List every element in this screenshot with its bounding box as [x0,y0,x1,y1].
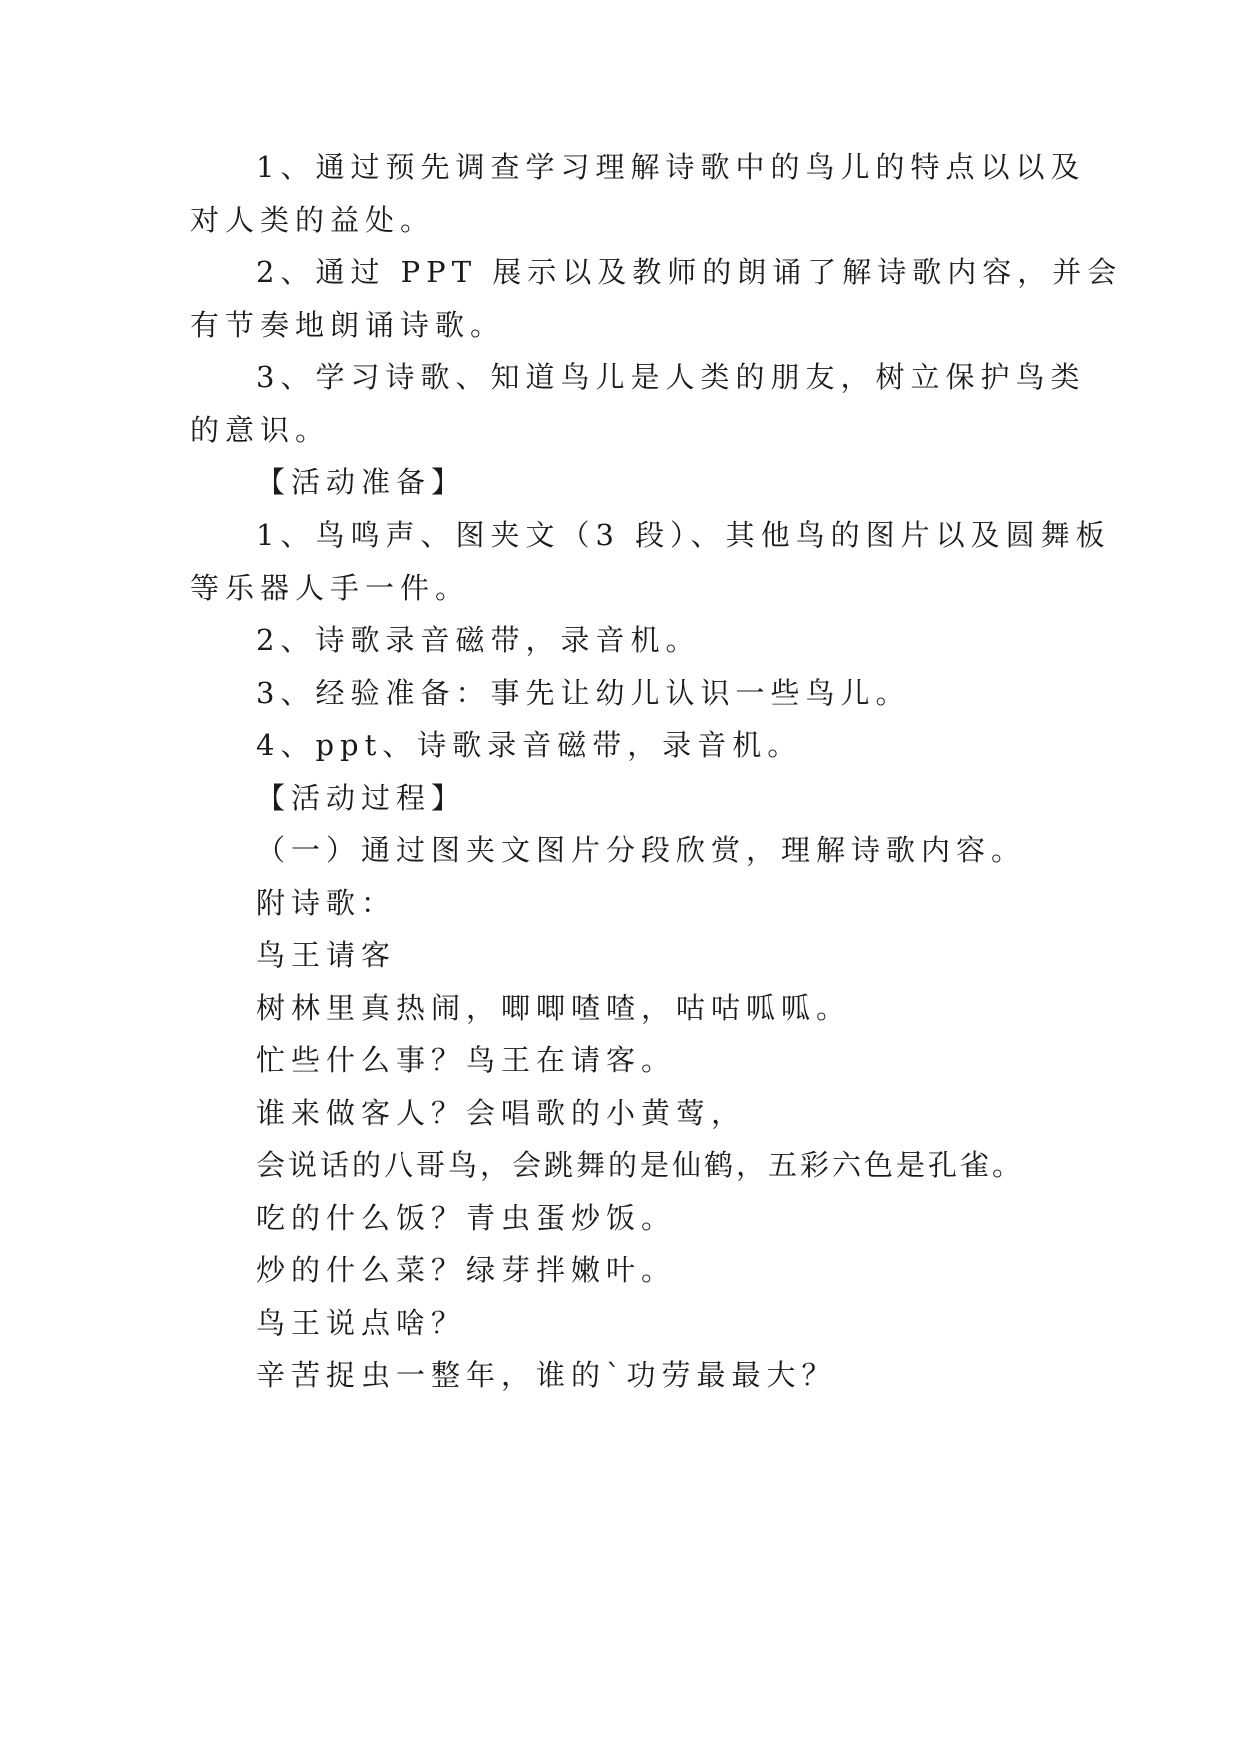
objective-3-line-1: 3、学习诗歌、知道鸟儿是人类的朋友，树立保护鸟类 [256,360,1086,394]
poem-line: 树林里真热闹，唧唧喳喳，咕咕呱呱。 [256,991,852,1025]
poem-title: 鸟王请客 [256,938,397,972]
poem-intro: 附诗歌： [256,886,397,920]
poem-line: 会说话的八哥鸟，会跳舞的是仙鹤，五彩六色是孔雀。 [256,1148,1025,1182]
poem-line: 鸟王说点啥？ [256,1306,467,1340]
poem-line: 谁来做客人？会唱歌的小黄莺， [256,1096,747,1130]
objective-1-line-2: 对人类的益处。 [190,203,436,237]
preparation-item-3: 3、经验准备：事先让幼儿认识一些鸟儿。 [256,676,911,710]
poem-line: 炒的什么菜？绿芽拌嫩叶。 [256,1253,677,1287]
preparation-heading: 【活动准备】 [256,465,467,499]
preparation-item-1-line-2: 等乐器人手一件。 [190,571,471,605]
poem-line: 辛苦捉虫一整年，谁的`功劳最最大？ [256,1358,837,1392]
preparation-item-2: 2、诗歌录音磁带，录音机。 [256,623,701,657]
objective-3-line-2: 的意识。 [190,413,331,447]
objective-1-line-1: 1、通过预先调查学习理解诗歌中的鸟儿的特点以以及 [256,150,1086,184]
poem-line: 吃的什么饭？青虫蛋炒饭。 [256,1201,677,1235]
poem-line: 忙些什么事？鸟王在请客。 [256,1043,677,1077]
preparation-item-1-line-1: 1、鸟鸣声、图夹文（3 段）、其他鸟的图片以及圆舞板 [256,518,1111,552]
process-heading: 【活动过程】 [256,781,467,815]
process-step-1: （一）通过图夹文图片分段欣赏，理解诗歌内容。 [256,833,1027,867]
preparation-item-4: 4、ppt、诗歌录音磁带，录音机。 [256,728,803,762]
objective-2-line-2: 有节奏地朗诵诗歌。 [190,308,506,342]
objective-2-line-1: 2、通过 PPT 展示以及教师的朗诵了解诗歌内容，并会 [256,255,1123,289]
